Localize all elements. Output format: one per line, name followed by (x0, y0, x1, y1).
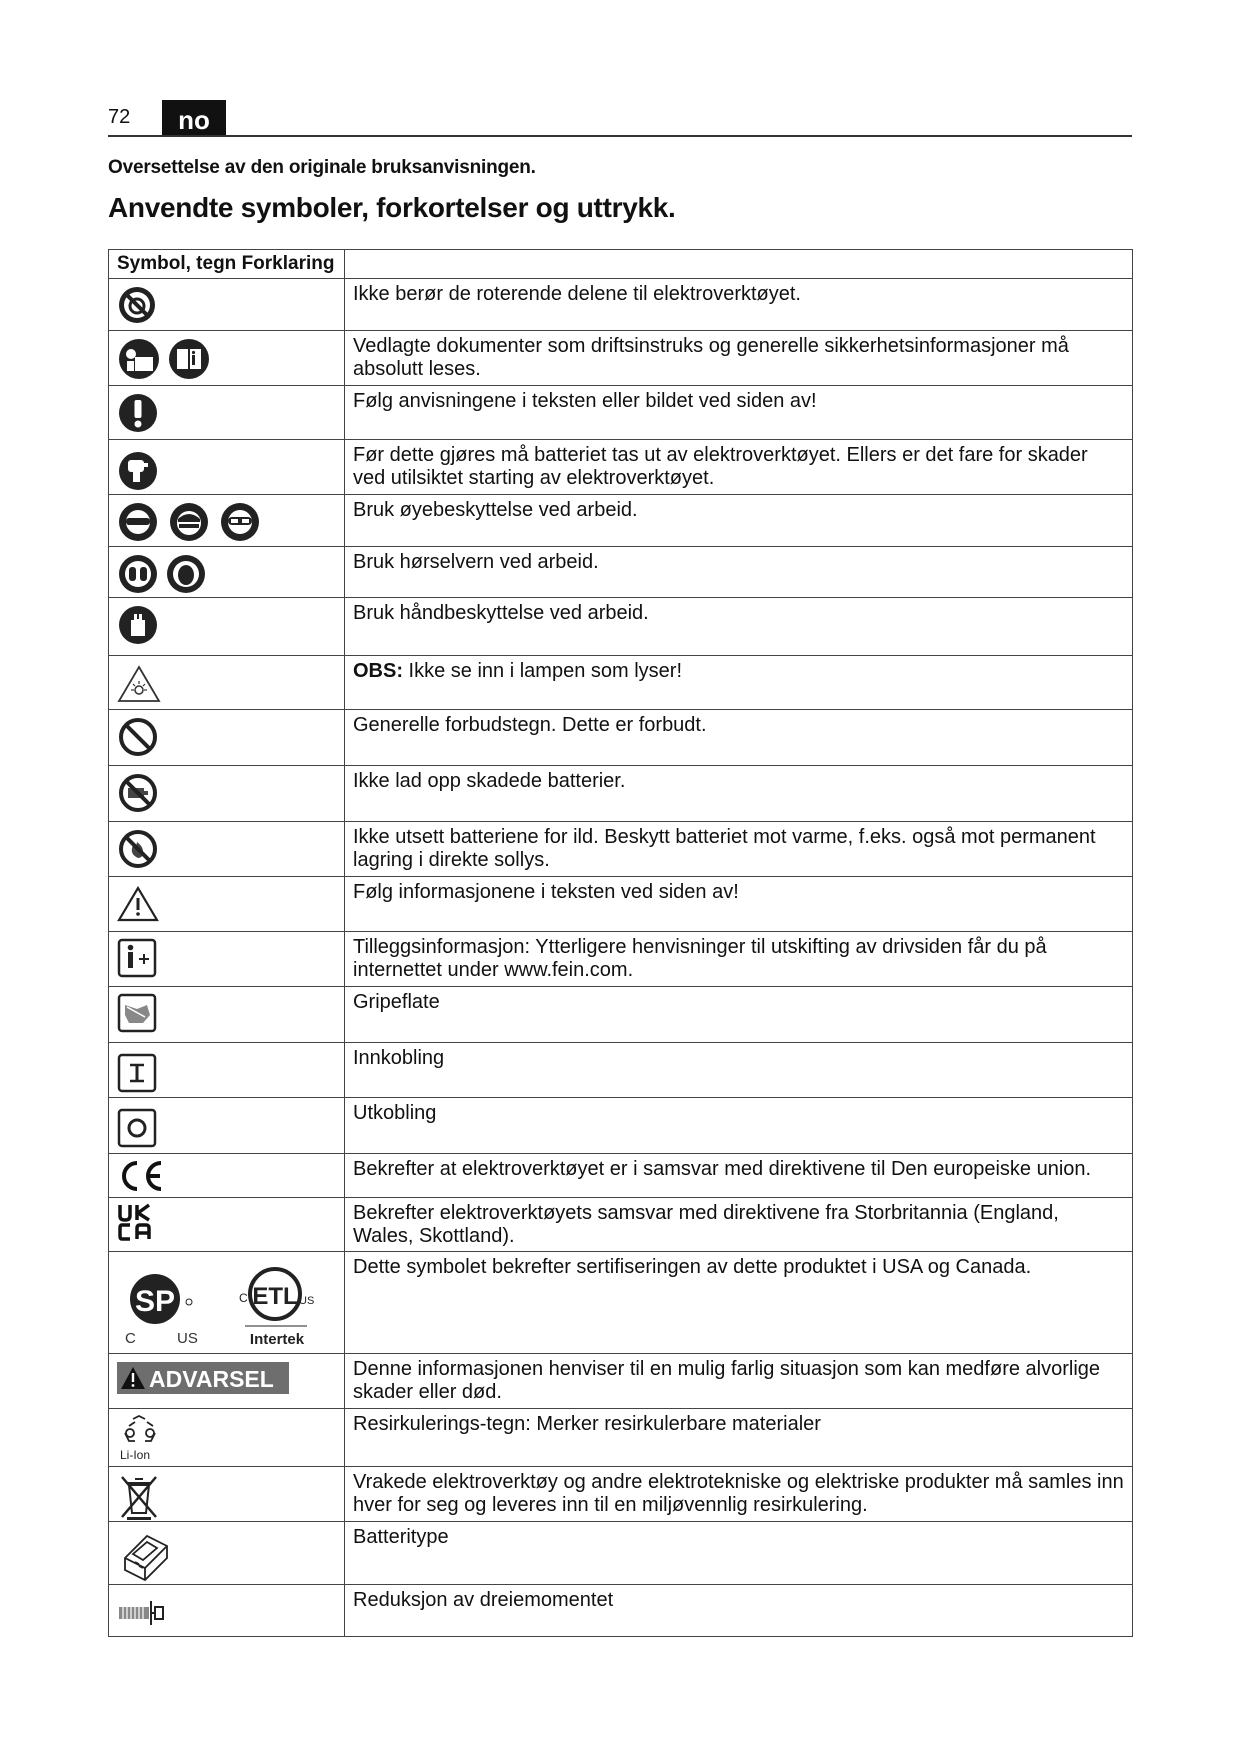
table-row (109, 331, 1133, 386)
switch-off-icon (117, 1108, 157, 1148)
etl-intertek-certification-icon (237, 1262, 317, 1352)
no-charge-damaged-battery-icon (117, 772, 159, 814)
table-row (109, 598, 1133, 656)
svg-text:C: C (125, 1330, 136, 1347)
svg-text:Li-Ion: Li-Ion (120, 1448, 151, 1462)
table-header-cell: Symbol, tegn Forklaring (109, 250, 345, 279)
row-text: Utkobling (345, 1098, 1133, 1154)
table-row (109, 766, 1133, 822)
row-text: Ikke utsett batteriene for ild. Beskytt batteriet mot varme, f.eks. også mot permanent lagring i direkte sollys. (345, 822, 1133, 877)
table-row (109, 1043, 1133, 1098)
row-text: Innkobling (345, 1043, 1133, 1098)
svg-text:C: C (239, 1291, 248, 1305)
svg-text:ETL: ETL (252, 1283, 298, 1310)
ukca-mark-icon (117, 1202, 153, 1242)
info-manual-icon (167, 337, 211, 381)
table-row (109, 1154, 1133, 1198)
row-text: Bruk håndbeskyttelse ved arbeid. (345, 598, 1133, 656)
table-row (109, 440, 1133, 495)
page-number: 72 (108, 106, 131, 128)
face-shield-icon (168, 501, 210, 543)
remove-battery-icon (117, 450, 159, 492)
row-text: Bekrefter elektroverktøyets samsvar med direktivene fra Storbritannia (England, Wales, Skottland). (345, 1198, 1133, 1252)
ear-muffs-icon (165, 553, 207, 595)
prohibition-icon (117, 716, 159, 758)
row-text: Bruk hørselvern ved arbeid. (345, 547, 1133, 598)
table-row (109, 279, 1133, 331)
table-row (109, 547, 1133, 598)
row-text: Generelle forbudstegn. Dette er forbudt. (345, 710, 1133, 766)
table-row (109, 1467, 1133, 1522)
row-text: Gripeflate (345, 987, 1133, 1043)
goggles-icon (219, 501, 261, 543)
weee-crossed-bin-icon (117, 1473, 161, 1521)
table-row (109, 822, 1133, 877)
table-row (109, 1409, 1133, 1467)
lamp-warning-icon (117, 664, 161, 704)
svg-text:US: US (299, 1295, 315, 1307)
svg-text:US: US (177, 1330, 198, 1347)
row-text: Følg anvisningene i teksten eller bildet ved siden av! (345, 386, 1133, 440)
warning-triangle-icon (117, 885, 159, 923)
table-row (109, 656, 1133, 710)
section-title: Anvendte symboler, forkortelser og uttrykk. (108, 192, 676, 223)
row-text: Vedlagte dokumenter som driftsinstruks og generelle sikkerhetsinformasjoner må absolutt leses. (345, 331, 1133, 386)
row-text: Bekrefter at elektroverktøyet er i samsvar med direktivene til Den europeiske union. (345, 1154, 1133, 1198)
row-text: Denne informasjonen henviser til en mulig farlig situasjon som kan medføre alvorlige skader eller død. (345, 1354, 1133, 1409)
header-rule (108, 135, 1132, 137)
hearing-protection-icon (117, 553, 159, 595)
row-text: Ikke lad opp skadede batterier. (345, 766, 1133, 822)
table-row (109, 1585, 1133, 1637)
row-text: Følg informasjonene i teksten ved siden av! (345, 877, 1133, 932)
table-row (109, 1098, 1133, 1154)
table-row (109, 1252, 1133, 1354)
row-text: Resirkulerings-tegn: Merker resirkulerbare materialer (345, 1409, 1133, 1467)
no-touch-rotating-icon (117, 285, 157, 325)
eye-protection-icon (117, 501, 159, 543)
row-text-rest: Ikke se inn i lampen som lyser! (403, 660, 682, 682)
read-manual-icon (117, 337, 161, 381)
table-row (109, 710, 1133, 766)
obs-label: OBS: (353, 660, 403, 682)
table-row (109, 1354, 1133, 1409)
document-subtitle: Oversettelse av den originale bruksanvisningen. (108, 157, 536, 178)
symbol-table (108, 249, 1133, 1637)
row-text: Batteritype (345, 1522, 1133, 1585)
hand-protection-icon (117, 604, 159, 646)
language-tag: no (162, 100, 226, 135)
no-fire-battery-icon (117, 828, 159, 870)
ce-mark-icon (117, 1160, 167, 1192)
row-text: Tilleggsinformasjon: Ytterligere henvisninger til utskifting av drivsiden får du på internettet under www.fein.com. (345, 932, 1133, 987)
table-header-row (109, 250, 1133, 279)
recycling-li-ion-icon (117, 1413, 163, 1463)
mandatory-exclamation-icon (117, 392, 159, 434)
switch-on-icon (117, 1053, 157, 1093)
table-row (109, 1522, 1133, 1585)
svg-text:ADVARSEL: ADVARSEL (149, 1366, 274, 1392)
row-text: Vrakede elektroverktøy og andre elektrotekniske og elektriske produkter må samles inn hver for seg og leveres inn til en miljøvennlig resirkulering. (345, 1467, 1133, 1522)
grip-surface-icon (117, 993, 157, 1033)
row-text: Reduksjon av dreiemomentet (345, 1585, 1133, 1637)
table-row (109, 1198, 1133, 1252)
table-row (109, 877, 1133, 932)
svg-text:SP: SP (134, 1285, 176, 1318)
table-row (109, 495, 1133, 547)
svg-text:Intertek: Intertek (249, 1331, 305, 1348)
row-text: Før dette gjøres må batteriet tas ut av elektroverktøyet. Ellers er det fare for skader ved utilsiktet starting av elektroverktøyet. (345, 440, 1133, 495)
additional-info-icon (117, 938, 157, 978)
row-text: Bruk øyebeskyttelse ved arbeid. (345, 495, 1133, 547)
row-text (345, 656, 1133, 710)
row-text: Dette symbolet bekrefter sertifiseringen av dette produktet i USA og Canada. (345, 1252, 1133, 1354)
table-row (109, 932, 1133, 987)
battery-type-icon (117, 1528, 173, 1584)
advarsel-warning-icon (117, 1362, 289, 1394)
table-row (109, 987, 1133, 1043)
row-text: Ikke berør de roterende delene til elektroverktøyet. (345, 279, 1133, 331)
torque-reduction-icon (117, 1597, 167, 1627)
table-row (109, 386, 1133, 440)
csa-certification-icon (117, 1267, 207, 1347)
